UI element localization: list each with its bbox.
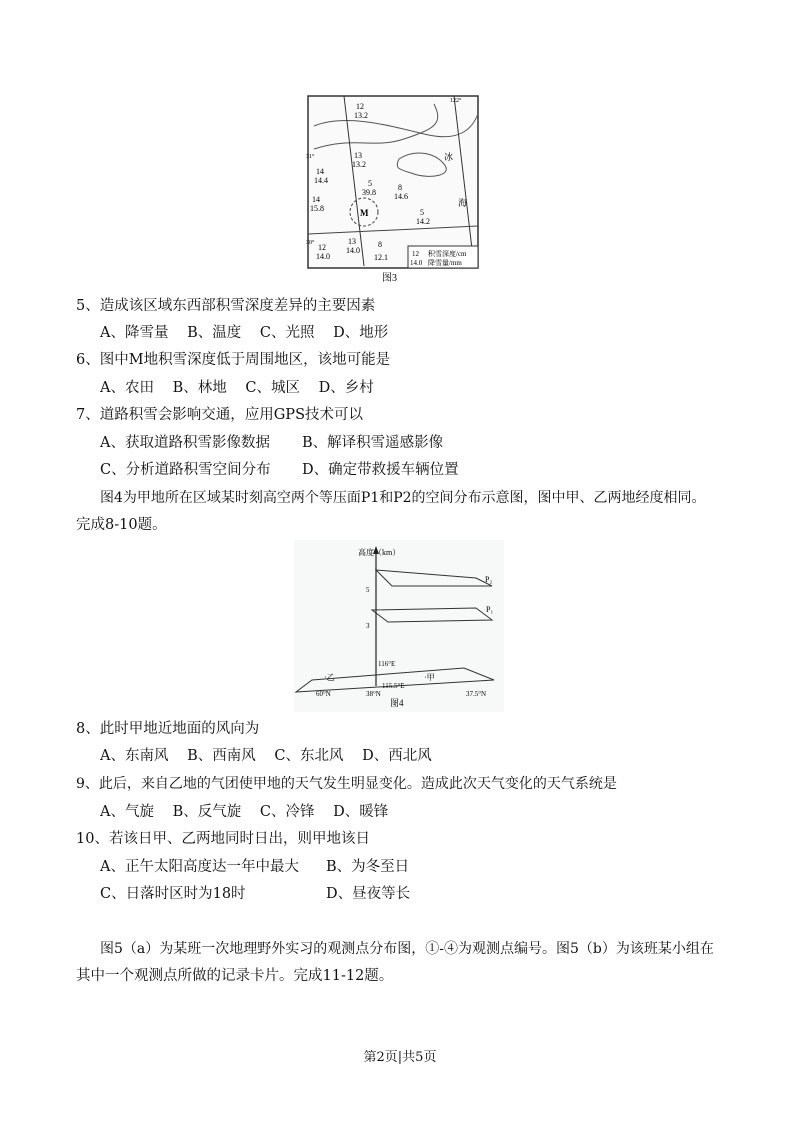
fig4-lat-60: 60°N [316, 690, 331, 698]
q6-option-c[interactable]: C、城区 [245, 380, 300, 396]
q8-option-a[interactable]: A、东南风 [100, 748, 169, 764]
q8-option-b[interactable]: B、西南风 [187, 748, 256, 764]
fig3-label-1: 12 [356, 102, 364, 111]
q9-options [100, 802, 402, 822]
q8-option-c[interactable]: C、东北风 [274, 748, 344, 764]
q5-option-c[interactable]: C、光照 [259, 325, 315, 341]
fig4-tick-5: 5 [366, 586, 370, 594]
q8-stem: 8、此时甲地近地面的风向为 [76, 721, 260, 737]
fig4-yi: ·乙 [324, 673, 335, 682]
fig4-tick-3: 3 [366, 622, 370, 630]
fig3-label-2b: 13.2 [352, 160, 366, 169]
fig4-lon-116: 116°E [378, 660, 396, 668]
fig3-label-6b: 15.8 [310, 204, 324, 213]
q6-option-b[interactable]: B、林地 [172, 380, 227, 396]
fig3-legend-top: 积雪深度/cm [428, 250, 467, 258]
intro-fig4-line1: 图4为甲地所在区域某时刻高空两个等压面P1和P2的空间分布示意图，图中甲、乙两地经度相同。 [100, 490, 706, 506]
fig3-legend-num-bottom: 14.0 [410, 259, 423, 267]
page-footer: 第2页|共5页 [363, 1050, 437, 1065]
q9-stem: 9、此后，来自乙地的气团使甲地的天气发生明显变化。造成此次天气变化的天气系统是 [76, 776, 617, 792]
intro-fig5-line2: 其中一个观测点所做的记录卡片。完成11-12题。 [76, 968, 394, 984]
fig3-legend-num-top: 12 [412, 250, 419, 258]
fig3-legend-bottom: 降雪量/mm [428, 259, 462, 267]
fig3-lon-122: 122° [450, 98, 462, 104]
q9-option-b[interactable]: B、反气旋 [172, 804, 242, 820]
intro-fig5-line1: 图5（a）为某班一次地理野外实习的观测点分布图，①-④为观测点编号。图5（b）为该班某小组在 [100, 941, 714, 957]
fig3-label-6: 14 [312, 195, 320, 204]
fig4-lat-38: 38°N [366, 690, 381, 698]
q6-option-a[interactable]: A、农田 [100, 380, 154, 396]
q8-option-d[interactable]: D、西北风 [362, 748, 432, 764]
q5-option-b[interactable]: B、温度 [187, 325, 242, 341]
q7-option-a[interactable]: A、获取道路积雪影像数据 [100, 435, 270, 451]
q5-option-a[interactable]: A、降雪量 [100, 325, 169, 341]
fig3-lat-30: 30° [306, 240, 315, 246]
fig4-lon-1155: 115.5°E [382, 682, 405, 690]
fig3-label-7b: 14.2 [416, 217, 430, 226]
fig4-caption: 图4 [390, 698, 404, 708]
figure-3-map [304, 94, 488, 284]
q5-options [100, 323, 402, 343]
fig3-label-9b: 14.0 [346, 246, 360, 255]
fig3-label-8b: 14.0 [316, 252, 330, 261]
fig3-label-hai: 海 [458, 198, 468, 208]
fig3-lat-31: 31° [306, 154, 315, 160]
q10-option-b[interactable]: B、为冬至日 [326, 859, 410, 875]
q10-option-a[interactable]: A、正午太阳高度达一年中最大 [100, 859, 299, 875]
fig4-jia: ·甲 [424, 673, 435, 682]
fig4-axis-label: 高度（km） [358, 548, 401, 557]
intro-fig4-line2: 完成8-10题。 [76, 517, 167, 533]
q8-options [100, 746, 446, 766]
q9-option-d[interactable]: D、暖锋 [333, 804, 389, 820]
q6-stem: 6、图中M地积雪深度低于周围地区，该地可能是 [76, 352, 391, 368]
fig3-label-bing: 冰 [444, 152, 454, 162]
fig3-label-10: 8 [378, 240, 382, 249]
fig3-label-5: 8 [398, 183, 402, 192]
fig3-label-7: 5 [420, 208, 424, 217]
q10-stem: 10、若该日甲、乙两地同时日出，则甲地该日 [76, 831, 370, 847]
fig4-lat-375: 37.5°N [466, 690, 487, 698]
q10-option-d[interactable]: D、昼夜等长 [326, 886, 411, 902]
figure-4-diagram [294, 540, 504, 712]
q9-option-a[interactable]: A、气旋 [100, 804, 154, 820]
q5-option-d[interactable]: D、地形 [333, 325, 389, 341]
q5-stem: 5、造成该区域东西部积雪深度差异的主要因素 [76, 298, 376, 314]
fig3-label-5b: 14.6 [394, 192, 408, 201]
fig3-label-4b: 39.8 [362, 188, 376, 197]
q10-option-c[interactable]: C、日落时区时为18时 [100, 886, 246, 902]
fig3-label-8: 12 [318, 243, 326, 252]
q7-stem: 7、道路积雪会影响交通，应用GPS技术可以 [76, 407, 363, 423]
fig3-label-2: 13 [354, 151, 362, 160]
q9-option-c[interactable]: C、冷锋 [259, 804, 315, 820]
fig3-label-m: M [360, 208, 369, 218]
fig3-label-4: 5 [368, 179, 372, 188]
fig3-label-10b: 12.1 [374, 253, 388, 262]
q7-option-d[interactable]: D、确定带救援车辆位置 [302, 462, 459, 478]
q6-option-d[interactable]: D、乡村 [318, 380, 374, 396]
q7-option-c[interactable]: C、分析道路积雪空间分布 [100, 462, 271, 478]
fig3-caption: 图3 [382, 273, 397, 284]
fig4-label-p2: P₂ [485, 575, 493, 584]
fig3-label-1b: 13.2 [354, 111, 368, 120]
fig4-label-p1: P₁ [486, 605, 494, 614]
q7-option-b[interactable]: B、解译积雪遥感影像 [302, 435, 444, 451]
fig3-label-9: 13 [348, 237, 356, 246]
q6-options [100, 378, 388, 398]
fig3-label-3b: 14.4 [314, 176, 328, 185]
fig3-label-3: 14 [316, 167, 324, 176]
